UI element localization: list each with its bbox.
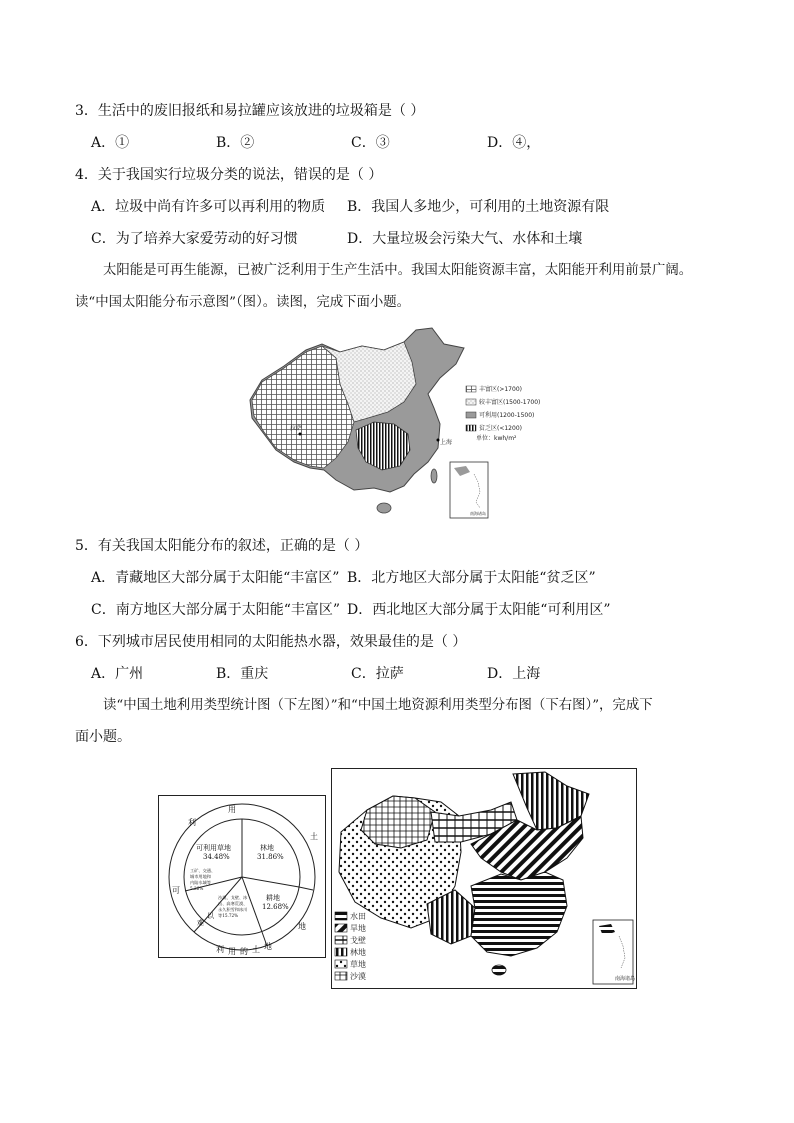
slice-urban-line3: 内陆水域等 bbox=[190, 880, 211, 885]
slice-cropland-label: 耕地 bbox=[266, 894, 280, 902]
ring-char-2: 用 bbox=[228, 805, 236, 814]
land-map-inset bbox=[593, 920, 635, 984]
q3-option-b: B．② bbox=[216, 135, 255, 151]
q3-option-d: D．④， bbox=[487, 135, 541, 151]
legend-grassland: 草地 bbox=[350, 960, 366, 969]
legend-unit: 单位：kwh/m² bbox=[476, 435, 517, 442]
legend-poor: 贫乏区(<1200) bbox=[479, 425, 522, 432]
q4-option-a: A．垃圾中尚有许多可以再利用的物质 bbox=[91, 199, 326, 215]
q4-stem: 4．关于我国实行垃圾分类的说法，错误的是（ ） bbox=[75, 167, 383, 183]
slice-forest-value: 31.86% bbox=[257, 853, 284, 861]
ring-char-3: 土 bbox=[310, 832, 318, 841]
ring-char-5: 可 bbox=[172, 886, 180, 895]
slice-barren-line2: 山、高寒荒漠、 bbox=[218, 901, 248, 906]
q6-stem: 6．下列城市居民使用相同的太阳能热水器，效果最佳的是（ ） bbox=[75, 634, 467, 650]
ring-char-9: 用 bbox=[228, 947, 236, 956]
q6-option-d: D．上海 bbox=[487, 666, 541, 682]
ring-char-11: 土 bbox=[252, 945, 260, 954]
q5-option-d: D．西北地区大部分属于太阳能“可利用区” bbox=[347, 602, 611, 618]
passage1-line2: 读“中国太阳能分布示意图”（图）。读图，完成下面小题。 bbox=[75, 295, 411, 310]
ring-char-12: 地 bbox=[264, 942, 272, 951]
legend-usable: 可利用(1200-1500) bbox=[479, 412, 535, 419]
q5-option-a: A．青藏地区大部分属于太阳能“丰富区” bbox=[91, 570, 340, 586]
slice-barren-line3: 永久积雪和冰川 bbox=[218, 907, 248, 912]
ring-char-4: 地 bbox=[298, 922, 306, 931]
slice-barren-line1: 沙漠、戈壁、冰 bbox=[218, 895, 248, 900]
slice-grassland-value: 34.48% bbox=[203, 853, 230, 861]
q3-stem: 3．生活中的废旧报纸和易拉罐应该放进的垃圾箱是（ ） bbox=[75, 103, 425, 119]
ring-char-7: 以 bbox=[207, 912, 214, 920]
legend-desert: 沙漠 bbox=[350, 972, 366, 981]
q6-option-b: B．重庆 bbox=[216, 666, 269, 682]
passage2-line2: 面小题。 bbox=[75, 729, 131, 745]
solar-distribution-map bbox=[244, 322, 541, 522]
slice-barren-line4: 等15.72% bbox=[218, 913, 239, 918]
land-resource-map bbox=[331, 768, 637, 989]
inset-label: 南海诸岛 bbox=[470, 511, 486, 516]
passage2-line1: 读“中国土地利用类型统计图（下左图）”和“中国土地资源利用类型分布图（下右图）”，完成下 bbox=[103, 698, 653, 713]
legend-moderate: 较丰富区(1500-1700) bbox=[479, 399, 541, 406]
slice-urban-line2: 城市用地和 bbox=[190, 874, 211, 879]
land-use-pie-chart bbox=[158, 795, 326, 958]
slice-urban-line1: 工矿、交通、 bbox=[190, 868, 216, 873]
passage1-line1: 太阳能是可再生能源，已被广泛利用于生产生活中。我国太阳能资源丰富，太阳能开利用前景广阔。 bbox=[103, 263, 693, 278]
q4-option-b: B．我国人多地少，可利用的土地资源有限 bbox=[347, 199, 610, 215]
land-inset-label: 南海诸岛 bbox=[615, 976, 636, 982]
ring-char-10: 的 bbox=[240, 947, 248, 956]
ring-char-8: 利 bbox=[216, 945, 224, 954]
slice-cropland-value: 12.68% bbox=[262, 903, 289, 911]
solar-legend bbox=[466, 385, 540, 442]
legend-dryland: 旱地 bbox=[350, 924, 366, 933]
shanghai-label: 上海 bbox=[440, 439, 453, 446]
lhasa-label: 拉萨 bbox=[290, 425, 303, 432]
legend-paddy: 水田 bbox=[350, 912, 366, 921]
legend-forest: 林地 bbox=[350, 948, 366, 957]
q5-option-b: B．北方地区大部分属于太阳能“贫乏区” bbox=[347, 570, 596, 586]
slice-forest-label: 林地 bbox=[260, 844, 274, 852]
ring-char-6: 难 bbox=[197, 919, 204, 927]
slice-grassland-label: 可利用草地 bbox=[196, 844, 231, 852]
q3-option-c: C．③ bbox=[351, 135, 390, 151]
slice-urban-line4: 5.26% bbox=[190, 886, 204, 891]
q6-option-c: C．拉萨 bbox=[351, 666, 404, 682]
legend-rich: 丰富区(>1700) bbox=[479, 386, 522, 393]
south-china-sea-inset bbox=[450, 462, 488, 518]
q5-stem: 5．有关我国太阳能分布的叙述，正确的是（ ） bbox=[75, 538, 369, 554]
q3-option-a: A．① bbox=[91, 135, 130, 151]
ring-char-1: 利 bbox=[188, 818, 196, 827]
legend-gobi: 戈壁 bbox=[350, 936, 366, 945]
q4-option-d: D．大量垃圾会污染大气、水体和土壤 bbox=[347, 231, 583, 247]
q5-option-c: C．南方地区大部分属于太阳能“丰富区” bbox=[91, 602, 341, 618]
q6-option-a: A．广州 bbox=[91, 666, 144, 682]
q4-option-c: C．为了培养大家爱劳动的好习惯 bbox=[91, 231, 298, 247]
